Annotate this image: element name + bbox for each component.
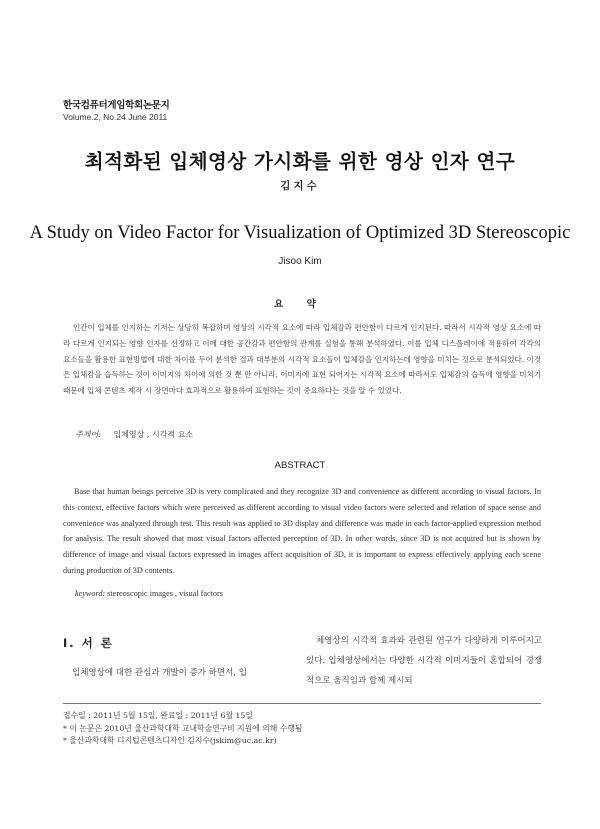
footnote-dates: 접수일 : 2011년 5월 15일, 완료일 : 2011년 6월 15일 <box>63 711 253 720</box>
journal-header <box>63 97 170 122</box>
author-korean: 김지수 <box>280 180 320 192</box>
title-english: A Study on Video Factor for Visualization of Optimized 3D Stereoscopic <box>29 223 571 243</box>
section-heading-introduction: Ⅰ. 서 론 <box>63 636 114 650</box>
footnote-author: * 울산과학대학 디지털콘텐츠디자인 김지수(jskim@uc.ac.kr) <box>63 736 277 745</box>
title-korean: 최적화된 입체영상 가시화를 위한 영상 인자 연구 <box>84 150 516 173</box>
abstract-english-heading: ABSTRACT <box>274 460 326 471</box>
author-english: Jisoo Kim <box>278 256 322 267</box>
abstract-korean-heading: 요 약 <box>274 299 326 310</box>
abstract-english-text: Base that human beings perceive 3D is very complicated and they recognize 3D and convenience as different according to visual factors. In this context, effective factors which were perceived as different according to visual video factors were selected and relation of space sense and convenience was analyzed through test. This result was applied to 3D display and difference was made in each factor-applied expression method for analysis. The result showed that most visual factors affected perception of 3D. In other words, since 3D is not acquired but is shown by difference of image and visual factors expressed in images affect acquisition of 3D, it is important to express effectively applying each scene during production of 3D contents. <box>63 487 541 575</box>
body-text-right-column: 체영상의 시각적 효과와 관련된 연구가 다양하게 이루어지고 있다. 입체영상에서는 다양한 시각적 이미지들이 혼합되어 경쟁적으로 움직임과 함께 제시되 <box>306 636 542 686</box>
keywords-english-label: keyword: <box>75 589 106 598</box>
footnote-divider <box>63 703 541 704</box>
keywords-english <box>75 589 223 598</box>
footnote-funding: * 이 논문은 2010년 울산과학대학 교내학술연구비 지원에 의해 수행됨 <box>63 723 303 733</box>
keywords-english-values: stereoscopic images , visual factors <box>105 589 223 598</box>
body-text-left-column: 입체영상에 대한 관심과 개발이 증가 하면서, 입 <box>72 668 247 678</box>
footnotes <box>63 710 541 748</box>
keywords-korean <box>75 429 193 440</box>
keywords-korean-label: 주제어: <box>75 430 101 439</box>
abstract-korean-text: 인간이 입체를 인지하는 기저는 상당히 복잡하며 영상의 시각적 요소에 따라 입체감과 편안함이 다르게 인지된다. 따라서 시각적 영상 요소에 따라 다르게 인지되는 영향 인자를 선정하고 이에 대한 공간감과 편안함의 관계를 실험을 통해 분석하였다. 이를 입체 디스플레이에 적용하여 각각의 요소들을 활용한 표현방법에 대한 차이를 두어 분석한 결과 대부분의 시각적 요소들이 입체감을 인지하는데 영향을 미치는 것으로 분석되었다. 이것은 입체감을 습득하는 것이 이미지의 차이에 의한 것 뿐 만 아니라, 이미지에 표현 되어지는 시각적 요소에 따라서도 입체감의 습득에 영향을 미치기 때문에 입체 콘텐츠 제작 시 장면마다 효과적으로 활용하여 표현하는 것이 중요하다는 것을 알 수 있었다. <box>63 323 541 396</box>
journal-volume: Volume.2, No.24 June 2011 <box>63 112 168 122</box>
journal-name: 한국컴퓨터게임학회논문지 <box>63 100 170 111</box>
keywords-korean-values: 입체영상 , 시각적 요소 <box>113 430 194 439</box>
